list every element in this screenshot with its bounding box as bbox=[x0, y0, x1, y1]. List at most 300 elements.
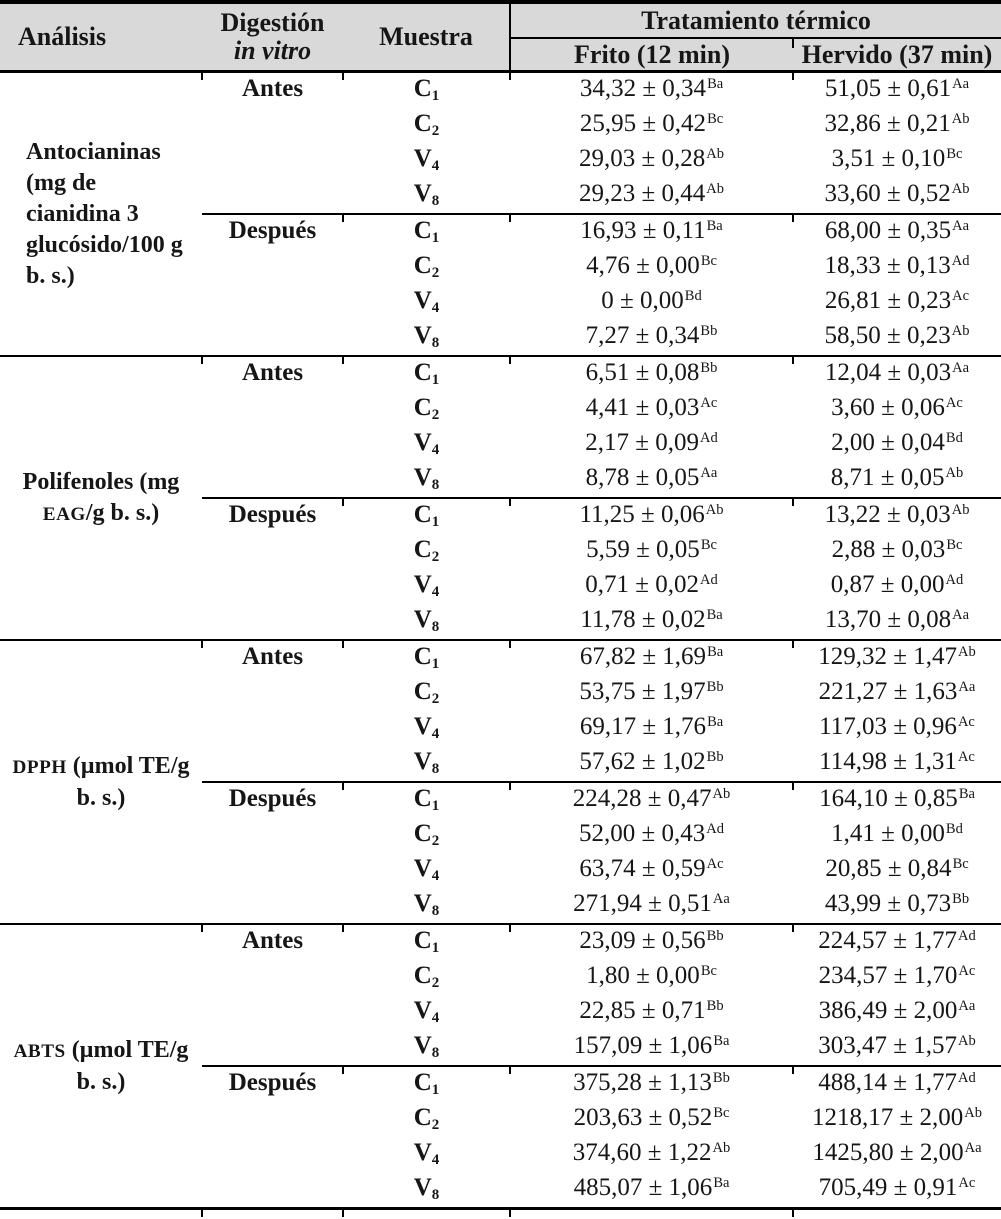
significance-letters: Bb bbox=[706, 998, 724, 1015]
sample-subscript: 2 bbox=[431, 264, 440, 281]
measurement-value: 32,86 ± 0,21 bbox=[824, 110, 951, 137]
digestion-label: Antes bbox=[202, 72, 343, 215]
measurement-value: 0,87 ± 0,00 bbox=[830, 571, 945, 598]
sample-subscript: 1 bbox=[431, 513, 440, 530]
frito-value-cell bbox=[510, 995, 793, 1030]
sample-subscript: 2 bbox=[431, 406, 440, 423]
measurement-value: 3,60 ± 0,06 bbox=[831, 394, 945, 421]
significance-letters: Ab bbox=[945, 465, 964, 482]
hervido-value-cell bbox=[793, 1030, 1001, 1066]
frito-value-cell bbox=[510, 143, 793, 178]
sample-base: V bbox=[413, 571, 432, 598]
sample-subscript: 1 bbox=[431, 229, 440, 246]
significance-letters: Ac bbox=[700, 395, 718, 412]
frito-value-cell bbox=[510, 250, 793, 285]
hervido-value-cell bbox=[793, 534, 1001, 569]
sample-cell bbox=[343, 178, 510, 214]
significance-letters: Ab bbox=[958, 1033, 976, 1050]
header-row-1 bbox=[0, 2, 1001, 38]
sample-base: V bbox=[413, 855, 432, 882]
sample-base: C bbox=[413, 927, 432, 954]
hervido-value-cell bbox=[793, 178, 1001, 214]
frito-value-cell bbox=[510, 604, 793, 640]
significance-letters: Ba bbox=[706, 607, 723, 624]
column-tick bbox=[792, 1210, 794, 1217]
measurement-value: 22,85 ± 0,71 bbox=[579, 997, 706, 1024]
significance-letters: Ad bbox=[700, 572, 718, 589]
sample-base: C bbox=[413, 501, 432, 528]
significance-letters: Ab bbox=[951, 502, 970, 519]
hervido-value-cell bbox=[793, 250, 1001, 285]
measurement-value: 13,22 ± 0,03 bbox=[824, 501, 951, 528]
measurement-value: 68,00 ± 0,35 bbox=[824, 217, 952, 244]
frito-value-cell bbox=[510, 711, 793, 746]
sample-cell bbox=[343, 250, 510, 285]
hervido-value-cell bbox=[793, 924, 1001, 960]
significance-letters: Ba bbox=[707, 714, 724, 731]
significance-letters: Ab bbox=[958, 644, 976, 661]
frito-value-cell bbox=[510, 72, 793, 109]
sample-cell bbox=[343, 214, 510, 250]
sample-cell bbox=[343, 1172, 510, 1209]
significance-letters: Bc bbox=[700, 253, 717, 270]
significance-letters: Aa bbox=[952, 76, 970, 93]
analysis-text: (µmol TE/g b. s.) bbox=[66, 752, 190, 811]
sample-base: C bbox=[413, 75, 432, 102]
significance-letters: Bb bbox=[706, 749, 724, 766]
sample-subscript: 1 bbox=[431, 371, 440, 388]
measurement-value: 11,78 ± 0,02 bbox=[580, 606, 706, 633]
measurement-value: 8,71 ± 0,05 bbox=[830, 464, 945, 491]
bottom-column-ticks bbox=[0, 1210, 1001, 1219]
analysis-acronym: ABTS bbox=[13, 1040, 66, 1062]
hervido-value-cell bbox=[793, 746, 1001, 782]
sample-cell bbox=[343, 604, 510, 640]
analysis-acronym: DPPH bbox=[12, 756, 67, 778]
measurement-value: 1425,80 ± 2,00 bbox=[812, 1139, 964, 1166]
analysis-label bbox=[0, 924, 202, 1209]
measurement-value: 129,32 ± 1,47 bbox=[818, 643, 957, 670]
significance-letters: Bb bbox=[706, 679, 724, 696]
hervido-value-cell bbox=[793, 1137, 1001, 1172]
header-hervido: Hervido (37 min) bbox=[793, 38, 1001, 72]
measurement-value: 12,04 ± 0,03 bbox=[824, 359, 952, 386]
header-tratamiento: Tratamiento térmico bbox=[510, 2, 1001, 38]
significance-letters: Ab bbox=[712, 786, 731, 803]
hervido-value-cell bbox=[793, 214, 1001, 250]
sample-cell bbox=[343, 108, 510, 143]
measurement-value: 221,27 ± 1,63 bbox=[818, 678, 958, 705]
measurement-value: 1,41 ± 0,00 bbox=[831, 820, 945, 847]
significance-letters: Ad bbox=[945, 572, 964, 589]
significance-letters: Bd bbox=[684, 288, 702, 305]
significance-letters: Aa bbox=[712, 891, 730, 908]
data-row bbox=[0, 72, 1001, 109]
measurement-value: 164,10 ± 0,85 bbox=[819, 785, 958, 812]
sample-cell bbox=[343, 534, 510, 569]
sample-base: V bbox=[413, 322, 432, 349]
measurement-value: 67,82 ± 1,69 bbox=[579, 643, 707, 670]
significance-letters: Bc bbox=[946, 537, 963, 554]
measurement-value: 29,23 ± 0,44 bbox=[579, 180, 706, 207]
sample-subscript: 4 bbox=[431, 583, 440, 600]
sample-base: C bbox=[413, 678, 432, 705]
analysis-text: Polifenoles (mg bbox=[22, 468, 180, 495]
sample-base: V bbox=[413, 145, 432, 172]
frito-value-cell bbox=[510, 392, 793, 427]
sample-subscript: 8 bbox=[431, 192, 440, 209]
sample-base: C bbox=[413, 536, 432, 563]
significance-letters: Bb bbox=[712, 1070, 730, 1087]
frito-value-cell bbox=[510, 746, 793, 782]
hervido-value-cell bbox=[793, 1172, 1001, 1209]
table-header bbox=[0, 2, 1001, 72]
sample-cell bbox=[343, 285, 510, 320]
significance-letters: Ab bbox=[706, 146, 724, 163]
sample-base: V bbox=[413, 464, 432, 491]
hervido-value-cell bbox=[793, 888, 1001, 924]
digestion-label: Antes bbox=[202, 924, 343, 1066]
sample-base: V bbox=[413, 429, 432, 456]
header-digestion bbox=[202, 2, 343, 72]
sample-cell bbox=[343, 853, 510, 888]
frito-value-cell bbox=[510, 1172, 793, 1209]
data-row bbox=[0, 356, 1001, 392]
measurement-value: 0,71 ± 0,02 bbox=[585, 571, 699, 598]
significance-letters: Ba bbox=[707, 76, 724, 93]
sample-subscript: 8 bbox=[431, 476, 440, 493]
measurement-value: 271,94 ± 0,51 bbox=[573, 890, 712, 917]
sample-cell bbox=[343, 676, 510, 711]
sample-base: V bbox=[413, 180, 432, 207]
significance-letters: Ab bbox=[712, 1140, 731, 1157]
sample-subscript: 4 bbox=[431, 441, 440, 458]
measurement-value: 224,28 ± 0,47 bbox=[572, 785, 712, 812]
significance-letters: Bb bbox=[700, 360, 718, 377]
sample-subscript: 4 bbox=[431, 299, 440, 316]
sample-subscript: 2 bbox=[431, 690, 440, 707]
hervido-value-cell bbox=[793, 995, 1001, 1030]
hervido-value-cell bbox=[793, 392, 1001, 427]
significance-letters: Ac bbox=[706, 856, 724, 873]
significance-letters: Bc bbox=[713, 1105, 730, 1122]
frito-value-cell bbox=[510, 1030, 793, 1066]
analysis-group-1 bbox=[0, 72, 1001, 357]
frito-value-cell bbox=[510, 640, 793, 676]
significance-letters: Ac bbox=[945, 395, 963, 412]
column-tick bbox=[509, 1210, 511, 1217]
sample-subscript: 4 bbox=[431, 867, 440, 884]
measurement-value: 2,00 ± 0,04 bbox=[831, 429, 945, 456]
data-row bbox=[0, 640, 1001, 676]
significance-letters: Aa bbox=[964, 1140, 982, 1157]
frito-value-cell bbox=[510, 1137, 793, 1172]
measurement-value: 33,60 ± 0,52 bbox=[824, 180, 951, 207]
frito-value-cell bbox=[510, 888, 793, 924]
sample-cell bbox=[343, 924, 510, 960]
measurement-value: 8,78 ± 0,05 bbox=[585, 464, 700, 491]
header-analisis: Análisis bbox=[0, 2, 202, 72]
significance-letters: Bb bbox=[700, 323, 718, 340]
hervido-value-cell bbox=[793, 604, 1001, 640]
measurement-value: 114,98 ± 1,31 bbox=[819, 748, 957, 775]
analysis-group-4 bbox=[0, 924, 1001, 1209]
sample-base: C bbox=[413, 252, 432, 279]
significance-letters: Bd bbox=[945, 430, 963, 447]
analysis-label bbox=[0, 72, 202, 357]
significance-letters: Bb bbox=[952, 891, 970, 908]
significance-letters: Ac bbox=[958, 1175, 976, 1192]
sample-cell bbox=[343, 72, 510, 109]
measurement-value: 1218,17 ± 2,00 bbox=[812, 1104, 964, 1131]
sample-subscript: 8 bbox=[431, 618, 440, 635]
sample-base: C bbox=[413, 820, 432, 847]
frito-value-cell bbox=[510, 178, 793, 214]
sample-base: C bbox=[413, 785, 432, 812]
sample-base: V bbox=[413, 1174, 432, 1201]
sample-base: C bbox=[413, 217, 432, 244]
significance-letters: Aa bbox=[952, 360, 970, 377]
hervido-value-cell bbox=[793, 356, 1001, 392]
sample-subscript: 1 bbox=[431, 87, 440, 104]
significance-letters: Aa bbox=[700, 465, 718, 482]
hervido-value-cell bbox=[793, 143, 1001, 178]
measurement-value: 34,32 ± 0,34 bbox=[579, 75, 707, 102]
measurement-value: 488,14 ± 1,77 bbox=[818, 1069, 957, 1096]
measurement-value: 52,00 ± 0,43 bbox=[579, 820, 706, 847]
frito-value-cell bbox=[510, 782, 793, 818]
sample-base: C bbox=[413, 1104, 432, 1131]
sample-cell bbox=[343, 995, 510, 1030]
frito-value-cell bbox=[510, 534, 793, 569]
hervido-value-cell bbox=[793, 711, 1001, 746]
sample-cell bbox=[343, 392, 510, 427]
digestion-label: Después bbox=[202, 498, 343, 640]
hervido-value-cell bbox=[793, 462, 1001, 498]
sample-base: C bbox=[413, 394, 432, 421]
measurement-value: 2,88 ± 0,03 bbox=[831, 536, 946, 563]
frito-value-cell bbox=[510, 427, 793, 462]
measurement-value: 5,59 ± 0,05 bbox=[586, 536, 700, 563]
hervido-value-cell bbox=[793, 569, 1001, 604]
analysis-text: Antocianinas (mg de cianidina 3 glucósido/100 g b. s.) bbox=[26, 138, 183, 289]
frito-value-cell bbox=[510, 853, 793, 888]
header-digestion-line1: Digestión bbox=[220, 8, 325, 37]
measurement-value: 20,85 ± 0,84 bbox=[825, 855, 952, 882]
frito-value-cell bbox=[510, 498, 793, 534]
measurement-value: 13,70 ± 0,08 bbox=[824, 606, 952, 633]
frito-value-cell bbox=[510, 818, 793, 853]
sample-cell bbox=[343, 1066, 510, 1102]
frito-value-cell bbox=[510, 320, 793, 356]
digestion-label: Antes bbox=[202, 356, 343, 498]
significance-letters: Ad bbox=[958, 1070, 976, 1087]
significance-letters: Bb bbox=[706, 928, 724, 945]
sample-base: C bbox=[413, 110, 432, 137]
header-frito: Frito (12 min) bbox=[510, 38, 793, 72]
measurement-value: 18,33 ± 0,13 bbox=[824, 252, 951, 279]
header-muestra: Muestra bbox=[343, 2, 510, 72]
sample-cell bbox=[343, 498, 510, 534]
measurement-value: 23,09 ± 0,56 bbox=[579, 927, 706, 954]
sample-cell bbox=[343, 356, 510, 392]
frito-value-cell bbox=[510, 1066, 793, 1102]
frito-value-cell bbox=[510, 462, 793, 498]
analysis-group-3 bbox=[0, 640, 1001, 924]
significance-letters: Ab bbox=[705, 502, 724, 519]
measurement-value: 157,09 ± 1,06 bbox=[573, 1032, 713, 1059]
digestion-label: Antes bbox=[202, 640, 343, 782]
significance-letters: Ba bbox=[713, 1033, 730, 1050]
analysis-text: (µmol TE/g b. s.) bbox=[65, 1036, 189, 1095]
sample-subscript: 2 bbox=[431, 832, 440, 849]
sample-cell bbox=[343, 427, 510, 462]
measurement-value: 386,49 ± 2,00 bbox=[818, 997, 958, 1024]
significance-letters: Aa bbox=[952, 218, 970, 235]
sample-cell bbox=[343, 746, 510, 782]
significance-letters: Ab bbox=[951, 323, 970, 340]
analysis-acronym: EAG bbox=[42, 503, 86, 525]
significance-letters: Ac bbox=[952, 288, 970, 305]
measurement-value: 3,51 ± 0,10 bbox=[831, 145, 946, 172]
hervido-value-cell bbox=[793, 960, 1001, 995]
hervido-value-cell bbox=[793, 1066, 1001, 1102]
measurement-value: 43,99 ± 0,73 bbox=[824, 890, 952, 917]
sample-subscript: 1 bbox=[431, 655, 440, 672]
frito-value-cell bbox=[510, 108, 793, 143]
hervido-value-cell bbox=[793, 676, 1001, 711]
frito-value-cell bbox=[510, 285, 793, 320]
analysis-group-2 bbox=[0, 356, 1001, 640]
significance-letters: Ba bbox=[706, 218, 723, 235]
sample-subscript: 2 bbox=[431, 974, 440, 991]
measurement-value: 375,28 ± 1,13 bbox=[573, 1069, 712, 1096]
sample-subscript: 8 bbox=[431, 1186, 440, 1203]
frito-value-cell bbox=[510, 676, 793, 711]
hervido-value-cell bbox=[793, 782, 1001, 818]
sample-cell bbox=[343, 320, 510, 356]
measurement-value: 25,95 ± 0,42 bbox=[579, 110, 707, 137]
sample-cell bbox=[343, 569, 510, 604]
sample-base: V bbox=[413, 748, 432, 775]
sample-base: V bbox=[413, 890, 432, 917]
sample-cell bbox=[343, 143, 510, 178]
hervido-value-cell bbox=[793, 320, 1001, 356]
header-digestion-line2: in vitro bbox=[233, 36, 312, 65]
frito-value-cell bbox=[510, 569, 793, 604]
frito-value-cell bbox=[510, 214, 793, 250]
significance-letters: Aa bbox=[952, 607, 970, 624]
significance-letters: Aa bbox=[958, 998, 976, 1015]
measurement-value: 63,74 ± 0,59 bbox=[579, 855, 706, 882]
hervido-value-cell bbox=[793, 818, 1001, 853]
frito-value-cell bbox=[510, 924, 793, 960]
frito-value-cell bbox=[510, 960, 793, 995]
sample-cell bbox=[343, 640, 510, 676]
significance-letters: Ac bbox=[957, 714, 975, 731]
hervido-value-cell bbox=[793, 1102, 1001, 1137]
hervido-value-cell bbox=[793, 108, 1001, 143]
sample-cell bbox=[343, 960, 510, 995]
significance-letters: Ab bbox=[951, 181, 970, 198]
measurement-value: 11,25 ± 0,06 bbox=[579, 501, 705, 528]
significance-letters: Bc bbox=[700, 963, 717, 980]
significance-letters: Ba bbox=[713, 1175, 730, 1192]
measurement-value: 705,49 ± 0,91 bbox=[818, 1174, 958, 1201]
measurement-value: 16,93 ± 0,11 bbox=[580, 217, 706, 244]
measurement-value: 4,41 ± 0,03 bbox=[585, 394, 700, 421]
sample-subscript: 8 bbox=[431, 902, 440, 919]
measurement-value: 58,50 ± 0,23 bbox=[824, 322, 951, 349]
significance-letters: Ba bbox=[707, 644, 724, 661]
measurement-value: 2,17 ± 0,09 bbox=[585, 429, 699, 456]
sample-base: C bbox=[413, 359, 432, 386]
sample-subscript: 4 bbox=[431, 157, 440, 174]
sample-subscript: 2 bbox=[431, 122, 440, 139]
measurement-value: 7,27 ± 0,34 bbox=[585, 322, 700, 349]
measurement-value: 29,03 ± 0,28 bbox=[579, 145, 706, 172]
measurement-value: 485,07 ± 1,06 bbox=[573, 1174, 713, 1201]
measurement-value: 6,51 ± 0,08 bbox=[585, 359, 700, 386]
sample-cell bbox=[343, 1102, 510, 1137]
sample-base: C bbox=[413, 962, 432, 989]
significance-letters: Ad bbox=[958, 928, 976, 945]
measurement-value: 224,57 ± 1,77 bbox=[818, 927, 957, 954]
sample-base: C bbox=[413, 643, 432, 670]
sample-subscript: 1 bbox=[431, 797, 440, 814]
sample-base: V bbox=[413, 713, 432, 740]
sample-subscript: 8 bbox=[431, 760, 440, 777]
significance-letters: Ac bbox=[958, 963, 976, 980]
measurement-value: 203,63 ± 0,52 bbox=[573, 1104, 713, 1131]
sample-base: C bbox=[413, 1069, 432, 1096]
significance-letters: Bd bbox=[945, 821, 963, 838]
hervido-value-cell bbox=[793, 498, 1001, 534]
measurement-value: 69,17 ± 1,76 bbox=[579, 713, 707, 740]
digestion-label: Después bbox=[202, 782, 343, 924]
digestion-label: Después bbox=[202, 1066, 343, 1209]
significance-letters: Ba bbox=[958, 786, 975, 803]
sample-base: V bbox=[413, 606, 432, 633]
significance-letters: Ab bbox=[964, 1105, 982, 1122]
sample-subscript: 4 bbox=[431, 725, 440, 742]
significance-letters: Ad bbox=[700, 430, 718, 447]
hervido-value-cell bbox=[793, 853, 1001, 888]
sample-base: V bbox=[413, 997, 432, 1024]
sample-base: V bbox=[413, 287, 432, 314]
hervido-value-cell bbox=[793, 285, 1001, 320]
measurement-value: 53,75 ± 1,97 bbox=[579, 678, 706, 705]
sample-subscript: 1 bbox=[431, 939, 440, 956]
analysis-label bbox=[0, 640, 202, 924]
significance-letters: Ad bbox=[951, 253, 970, 270]
sample-subscript: 2 bbox=[431, 1116, 440, 1133]
significance-letters: Bc bbox=[952, 856, 969, 873]
sample-base: V bbox=[413, 1032, 432, 1059]
hervido-value-cell bbox=[793, 427, 1001, 462]
hervido-value-cell bbox=[793, 72, 1001, 109]
sample-subscript: 1 bbox=[431, 1081, 440, 1098]
measurement-value: 117,03 ± 0,96 bbox=[819, 713, 957, 740]
data-row bbox=[0, 924, 1001, 960]
significance-letters: Aa bbox=[958, 679, 976, 696]
column-tick bbox=[201, 1210, 203, 1217]
measurement-value: 374,60 ± 1,22 bbox=[572, 1139, 712, 1166]
sample-subscript: 8 bbox=[431, 334, 440, 351]
sample-subscript: 8 bbox=[431, 1044, 440, 1061]
frito-value-cell bbox=[510, 356, 793, 392]
significance-letters: Bc bbox=[700, 537, 717, 554]
